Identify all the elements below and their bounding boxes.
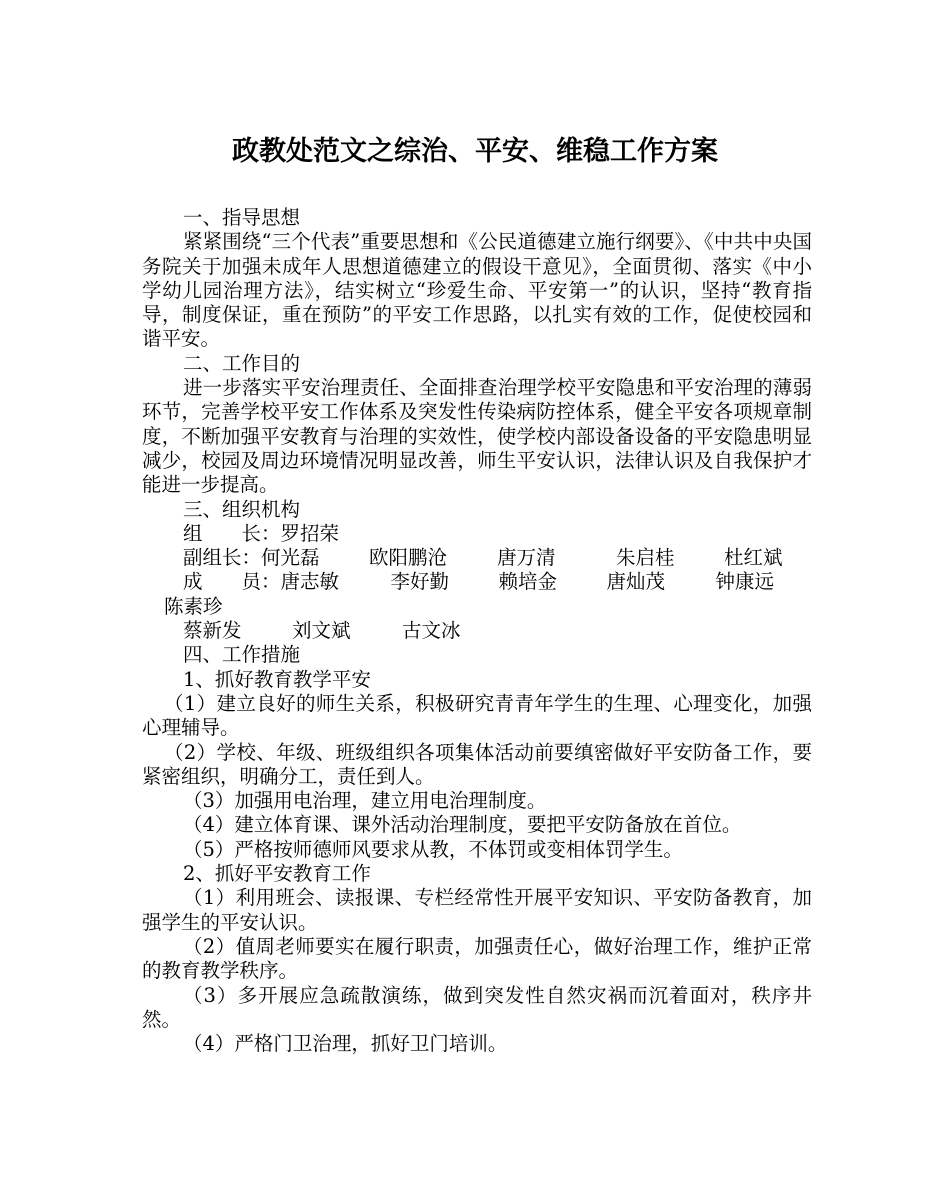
section-heading-guiding-ideology: 一、指导思想 — [183, 206, 301, 229]
member-line-2 — [142, 619, 812, 643]
leader-name: 罗招荣 — [280, 521, 340, 545]
measure-item: （2）学校、年级、班级组织各项集体活动前要缜密做好平安防备工作，要紧密组织，明确分工，责任到人。 — [142, 740, 812, 788]
measure-item: （5）严格按师德师风要求从教，不体罚或变相体罚学生。 — [183, 837, 683, 861]
member-name: 李好勤 — [390, 570, 450, 594]
deputy-name: 朱启桂 — [616, 546, 675, 570]
measure-heading-safety-education: 2、抓好平安教育工作 — [183, 862, 371, 886]
member-wrap-line — [142, 595, 812, 619]
measure-item: （4）严格门卫治理，抓好卫门培训。 — [183, 1032, 508, 1056]
deputy-name: 杜红斌 — [724, 546, 783, 570]
member-name: 唐灿茂 — [606, 570, 666, 594]
section-heading-organization: 三、组织机构 — [183, 497, 301, 521]
leader-line — [142, 522, 812, 546]
measure-heading-teaching-safety: 1、抓好教育教学平安 — [183, 667, 371, 691]
leader-label: 组 长： — [183, 521, 281, 545]
paragraph-work-goals: 进一步落实平安治理责任、全面排查治理学校平安隐患和平安治理的薄弱环节，完善学校平安工作体系及突发性传染病防控体系，健全平安各项规章制度，不断加强平安教育与治理的实效性，使学校内部设备设备的平安隐患明显减少，校园及周边环境情况明显改善，师生平安认识，法律认识及自我保护才能进一步提高。 — [142, 376, 812, 497]
measure-item: （1）建立良好的师生关系，积极研究青青年学生的生理、心理变化，加强心理辅导。 — [142, 691, 812, 740]
measure-item: （4）建立体育课、课外活动治理制度，要把平安防备放在首位。 — [183, 813, 742, 837]
member-name: 刘文斌 — [292, 619, 351, 643]
member-name: 陈素珍 — [164, 594, 223, 618]
paragraph-guiding-ideology: 紧紧围绕“三个代表”重要思想和《公民道德建立施行纲要》、《中共中央国务院关于加强未成年人思想道德建立的假设干意见》，全面贯彻、落实《中小学幼儿园治理方法》，结实树立“珍爱生命、平安第一”的认识，坚持“教育指导，制度保证，重在预防”的平安工作思路，以扎实有效的工作，促使校园和谐平安。 — [142, 230, 812, 351]
document-body — [142, 206, 812, 1056]
section-heading-work-goals: 二、工作目的 — [183, 351, 301, 375]
deputy-label: 副组长： — [183, 546, 262, 570]
section-heading-measures: 四、工作措施 — [183, 643, 301, 667]
document-title: 政教处范文之综治、平安、维稳工作方案 — [232, 136, 718, 167]
member-name: 赖培金 — [498, 570, 558, 594]
member-label: 成 员： — [183, 570, 281, 594]
member-name: 蔡新发 — [183, 619, 242, 643]
deputy-name: 何光磊 — [261, 546, 320, 570]
deputy-name: 唐万清 — [497, 546, 556, 570]
deputy-line — [142, 546, 812, 570]
member-line — [142, 570, 812, 594]
member-name: 钟康远 — [715, 570, 775, 594]
member-name: 古文冰 — [402, 619, 461, 643]
deputy-name: 欧阳鹏沧 — [369, 546, 448, 570]
member-name: 唐志敏 — [280, 570, 340, 594]
measure-item: （3）加强用电治理，建立用电治理制度。 — [183, 789, 547, 813]
measure-item: （1）利用班会、读报课、专栏经常性开展平安知识、平安防备教育，加强学生的平安认识。 — [142, 886, 812, 934]
measure-item: （3）多开展应急疏散演练，做到突发性自然灾祸而沉着面对，秩序井然。 — [142, 983, 812, 1031]
measure-item: （2）值周老师要实在履行职责，加强责任心，做好治理工作，维护正常的教育教学秩序。 — [142, 934, 812, 983]
